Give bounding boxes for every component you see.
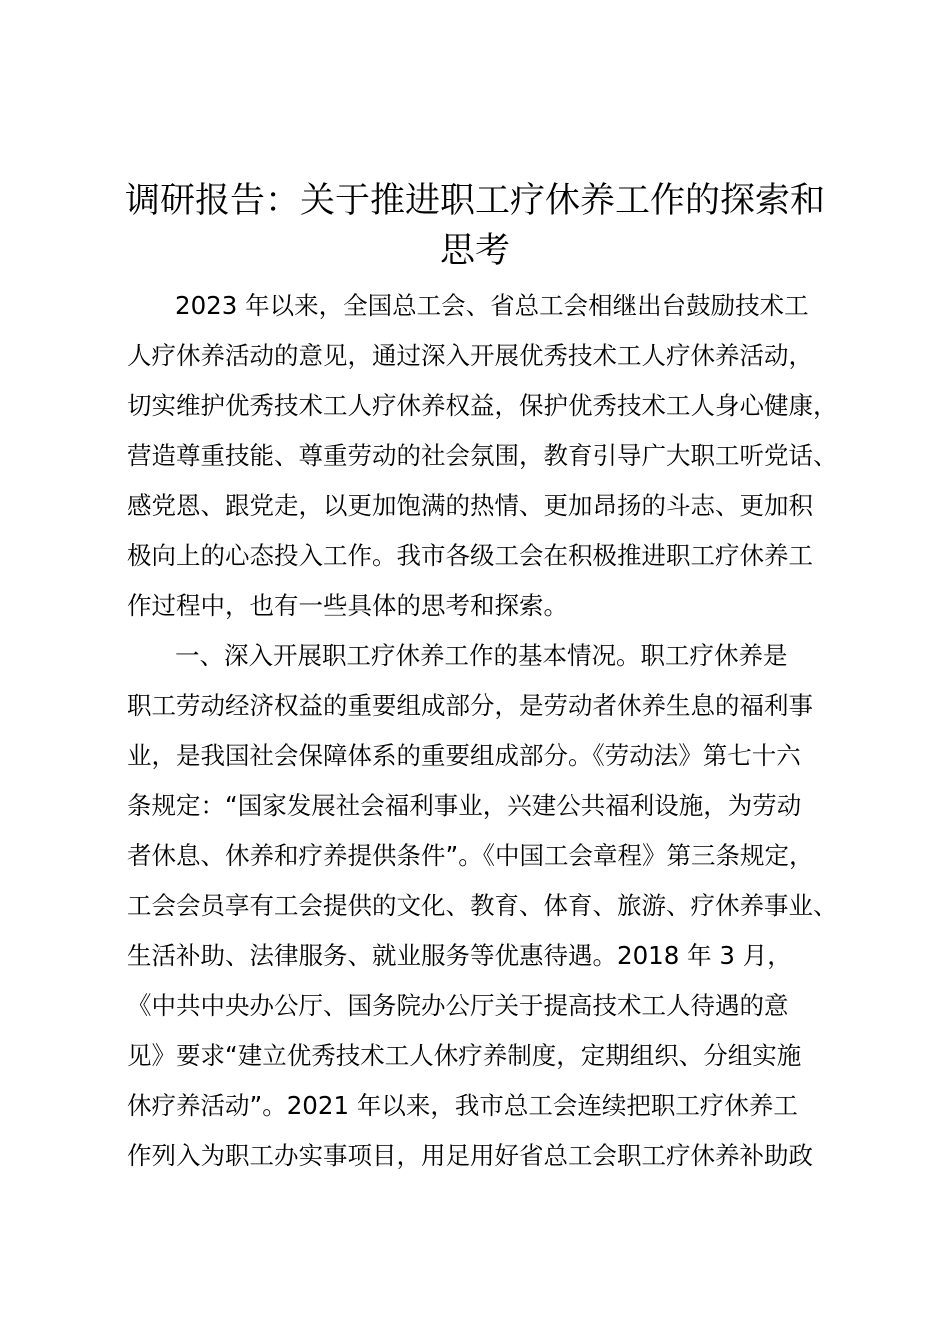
body-line: 作过程中，也有一些具体的思考和探索。: [127, 591, 568, 620]
body-line: 工会会员享有工会提供的文化、教育、体育、旅游、疗休养事业、: [127, 891, 838, 920]
body-line: 人疗休养活动的意见，通过深入开展优秀技术工人疗休养活动，: [127, 341, 813, 370]
body-line: 休疗养活动”。2021 年以来，我市总工会连续把职工疗休养工: [127, 1091, 798, 1120]
body-line: 营造尊重技能、尊重劳动的社会氛围，教育引导广大职工听党话、: [127, 441, 838, 470]
body-line: 感党恩、跟党走，以更加饱满的热情、更加昂扬的斗志、更加积: [127, 491, 813, 520]
body-line: 一、深入开展职工疗休养工作的基本情况。职工疗休养是: [175, 641, 788, 670]
body-line: 作列入为职工办实事项目，用足用好省总工会职工疗休养补助政: [127, 1141, 813, 1170]
title-line: 调研报告：关于推进职工疗休养工作的探索和: [124, 181, 825, 221]
body-line: 切实维护优秀技术工人疗休养权益，保护优秀技术工人身心健康，: [127, 391, 838, 420]
body-line: 极向上的心态投入工作。我市各级工会在积极推进职工疗休养工: [127, 541, 813, 570]
body-line: 2023 年以来，全国总工会、省总工会相继出台鼓励技术工: [175, 291, 809, 320]
body-line: 生活补助、法律服务、就业服务等优惠待遇。2018 年 3 月，: [127, 941, 792, 970]
document-title: [110, 176, 840, 276]
title-line: 思考: [439, 231, 510, 271]
body-line: 业，是我国社会保障体系的重要组成部分。《劳动法》第七十六: [127, 741, 801, 770]
body-line: 者休息、休养和疗养提供条件”。《中国工会章程》第三条规定，: [127, 841, 814, 870]
body-line: 《中共中央办公厅、国务院办公厅关于提高技术工人待遇的意: [127, 991, 789, 1020]
body-line: 条规定：“国家发展社会福利事业，兴建公共福利设施，为劳动: [127, 791, 802, 820]
body-line: 见》要求“建立优秀技术工人休疗养制度，定期组织、分组实施: [127, 1041, 802, 1070]
body-line: 职工劳动经济权益的重要组成部分，是劳动者休养生息的福利事: [127, 691, 813, 720]
